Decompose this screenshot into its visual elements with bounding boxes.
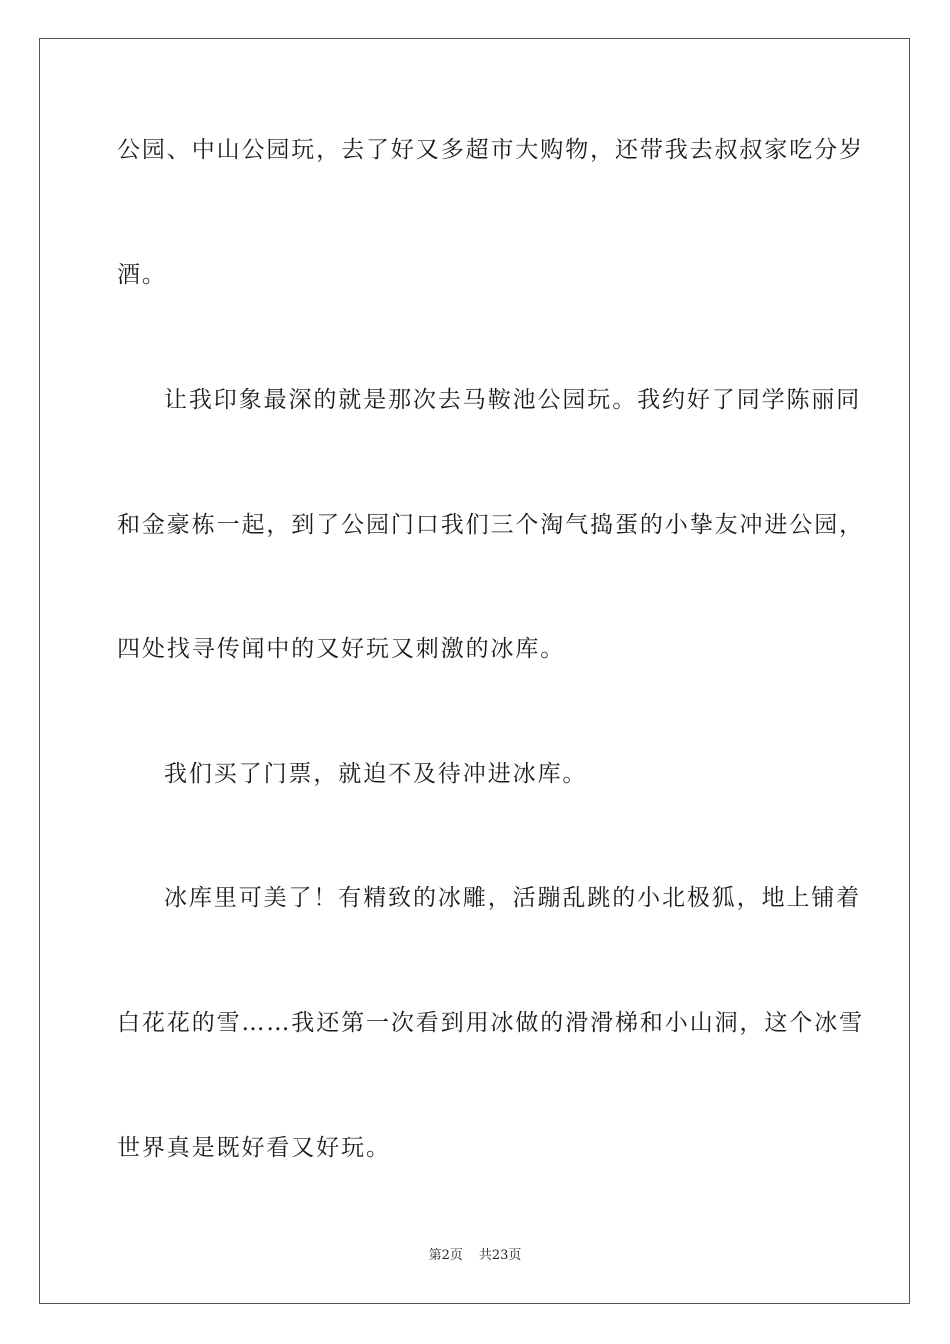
page-total: 共23页 [478, 1248, 522, 1263]
page-footer [0, 1247, 950, 1265]
page-frame [39, 38, 910, 1304]
text-line: 和金豪栋一起，到了公园门口我们三个淘气捣蛋的小挚友冲进公园， [117, 512, 864, 538]
text-line: 酒。 [117, 262, 167, 288]
text-line: 世界真是既好看又好玩。 [117, 1135, 391, 1161]
text-line: 四处找寻传闻中的又好玩又刺激的冰库。 [117, 636, 566, 662]
paragraph-first-line: 冰库里可美了！有精致的冰雕，活蹦乱跳的小北极狐，地上铺着 [164, 885, 862, 911]
paragraph-first-line: 让我印象最深的就是那次去马鞍池公园玩。我约好了同学陈丽同 [164, 387, 862, 413]
paragraph-first-line: 我们买了门票，就迫不及待冲进冰库。 [164, 761, 588, 787]
page-number: 第2页 [428, 1248, 463, 1263]
text-line: 公园、中山公园玩，去了好又多超市大购物，还带我去叔叔家吃分岁 [117, 137, 864, 163]
text-line: 白花花的雪……我还第一次看到用冰做的滑滑梯和小山洞，这个冰雪 [117, 1010, 864, 1036]
